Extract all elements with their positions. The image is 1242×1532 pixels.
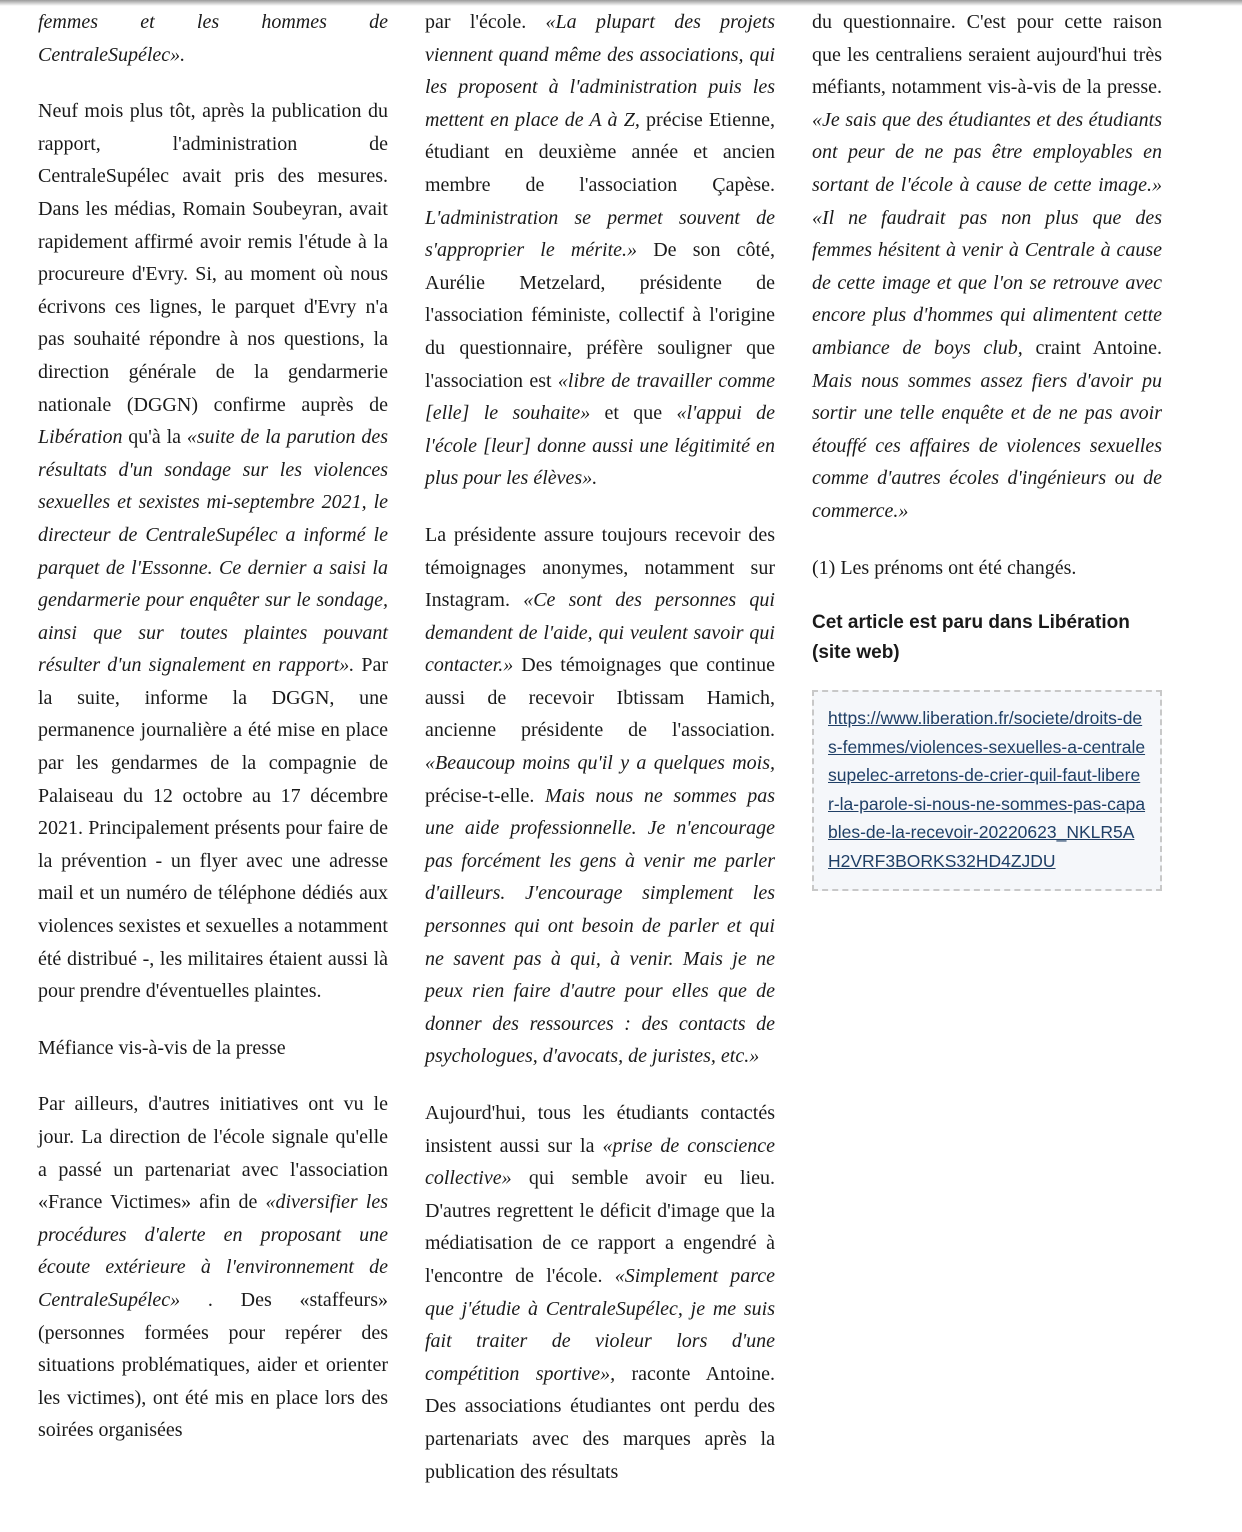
quote: L'administration se permet souvent de s'approprier le mérite.» xyxy=(425,206,775,262)
article-column-1 xyxy=(38,6,388,1447)
paragraph xyxy=(425,1097,775,1488)
text: . Des «staffeurs» (personnes formées pour repérer des situations problématiques, aider et orienter les victimes), ont été mis en place lors des soirées organisées xyxy=(38,1288,388,1442)
text: La présidente assure toujours recevoir des témoignages anonymes, notamment sur Instagram. xyxy=(425,523,775,612)
publication-name: Libération xyxy=(38,426,123,449)
quote: «La plupart des projets viennent quand même des associations, qui les proposent à l'administration puis les mettent en place de A à Z, xyxy=(425,11,775,131)
paragraph xyxy=(425,6,775,495)
source-title: Cet article est paru dans Libération (site web) xyxy=(812,612,1130,664)
quote: «prise de conscience collective» xyxy=(425,1134,776,1190)
source-link[interactable]: https://www.liberation.fr/societe/droits-des-femmes/violences-sexuelles-a-centralesupelec-arretons-de-crier-quil-faut-liberer-la-parole-si-nous-ne-sommes-pas-capables-de-la-recevoir-20220623_NKLR5AH2VRF3BORKS32HD4ZJDU xyxy=(828,708,1146,871)
text: par l'école. xyxy=(425,11,546,33)
text: du questionnaire. C'est pour cette raison que les centraliens seraient aujourd'hui très méfiants, notamment vis-à-vis de la presse. xyxy=(812,11,1162,99)
article-column-2 xyxy=(425,6,775,1488)
article-column-3 xyxy=(812,6,1162,891)
paragraph xyxy=(38,6,388,71)
section-heading: Méfiance vis-à-vis de la presse xyxy=(38,1036,286,1059)
quote: «diversifier les procédures d'alerte en proposant une écoute extérieure à l'environnement de CentraleSupélec» xyxy=(38,1191,388,1311)
quote: «Ce sont des personnes qui demandent de l'aide, qui veulent savoir qui contacter.» xyxy=(425,589,775,677)
text: et que xyxy=(590,402,677,425)
text: Des témoignages que continue aussi de recevoir Ibtissam Hamich, ancienne présidente de l'association. xyxy=(425,654,775,742)
paragraph xyxy=(38,1088,388,1447)
quote: «l'appui de l'école [leur] donne aussi une légitimité en plus pour les élèves». xyxy=(425,402,775,490)
text: Aujourd'hui, tous les étudiants contactés insistent aussi sur la xyxy=(425,1102,775,1157)
paragraph xyxy=(812,6,1162,528)
quote: Mais nous ne sommes pas une aide professionnelle. Je n'encourage pas forcément les gens à venir me parler d'ailleurs. J'encourage simplement les personnes qui ont besoin de parler et qui ne savent pas à qui, à venir. Mais je ne peux rien faire d'autre pour elles que de donner des ressources : des contacts de psychologues, d'avocats, de juristes, etc.» xyxy=(425,784,776,1068)
paragraph xyxy=(425,519,775,1073)
quote: «libre de travailler comme [elle] le souhaite» xyxy=(425,369,775,425)
text: qui semble avoir eu lieu. D'autres regrettent le déficit d'image que la médiatisation de ce rapport a engendré à l'encontre de l'école. xyxy=(425,1167,775,1287)
text: De son côté, Aurélie Metzelard, présidente de l'association féministe, collectif à l'origine du questionnaire, préfère souligner que l'association est xyxy=(425,239,775,392)
text: craint Antoine. xyxy=(1022,336,1163,359)
text: qu'à la xyxy=(122,426,187,449)
text: Neuf mois plus tôt, après la publication du rapport, l'administration de CentraleSupélec avait pris des mesures. Dans les médias, Romain Soubeyran, avait rapidement affirmé avoir remis l'étude à la procureure d'Evry. Si, au moment où nous écrivons ces lignes, le parquet d'Evry n'a pas souhaité répondre à nos questions, la direction générale de la gendarmerie nationale (DGGN) confirme auprès de xyxy=(38,100,388,416)
text: précise-t-elle. xyxy=(425,784,545,807)
quote: «suite de la parution des résultats d'un sondage sur les violences sexuelles et sexistes mi-septembre 2021, le directeur de CentraleSupélec a informé le parquet de l'Essonne. Ce dernier a saisi la gendarmerie pour enquêter sur le sondage, ainsi que sur toutes plaintes pouvant résulter d'un signalement en rapport». xyxy=(38,426,389,677)
text: raconte Antoine. Des associations étudiantes ont perdu des partenariats avec des marques après la publication des résultats xyxy=(425,1362,776,1483)
quote: Mais nous sommes assez fiers d'avoir pu sortir une telle enquête et de ne pas avoir étouffé ces affaires de violences sexuelles comme d'autres écoles d'ingénieurs ou de commerce.» xyxy=(812,369,1162,522)
quote: femmes et les hommes de CentraleSupélec». xyxy=(38,11,388,66)
paragraph xyxy=(38,95,388,1008)
quote: «Beaucoup moins qu'il y a quelques mois, xyxy=(425,752,775,775)
text: Par ailleurs, d'autres initiatives ont vu le jour. La direction de l'école signale qu'elle a passé un partenariat avec l'association «France Victimes» afin de xyxy=(38,1093,388,1214)
source-link-box xyxy=(812,690,1162,891)
quote: «Je sais que des étudiantes et des étudiants ont peur de ne pas être employables en sortant de l'école à cause de cette image.» «Il ne faudrait pas non plus que des femmes hésitent à venir à Centrale à cause de cette image et que l'on se retrouve avec encore plus d'hommes qui alimentent cette ambiance de boys club, xyxy=(812,108,1162,359)
quote: «Simplement parce que j'étudie à CentraleSupélec, je me suis fait traiter de violeur lors d'une compétition sportive», xyxy=(425,1264,776,1385)
text: Par la suite, informe la DGGN, une permanence journalière a été mise en place par les gendarmes de la compagnie de Palaiseau du 12 octobre au 17 décembre 2021. Principalement présents pour faire de la prévention - un flyer avec une adresse mail et un numéro de téléphone dédiés aux violences sexistes et sexuelles a notamment été distribué -, les militaires étaient aussi là pour prendre d'éventuelles plaintes. xyxy=(38,654,388,1003)
text: précise Etienne, étudiant en deuxième année et ancien membre de l'association Çapèse. xyxy=(425,108,775,196)
footnote: (1) Les prénoms ont été changés. xyxy=(812,556,1077,579)
